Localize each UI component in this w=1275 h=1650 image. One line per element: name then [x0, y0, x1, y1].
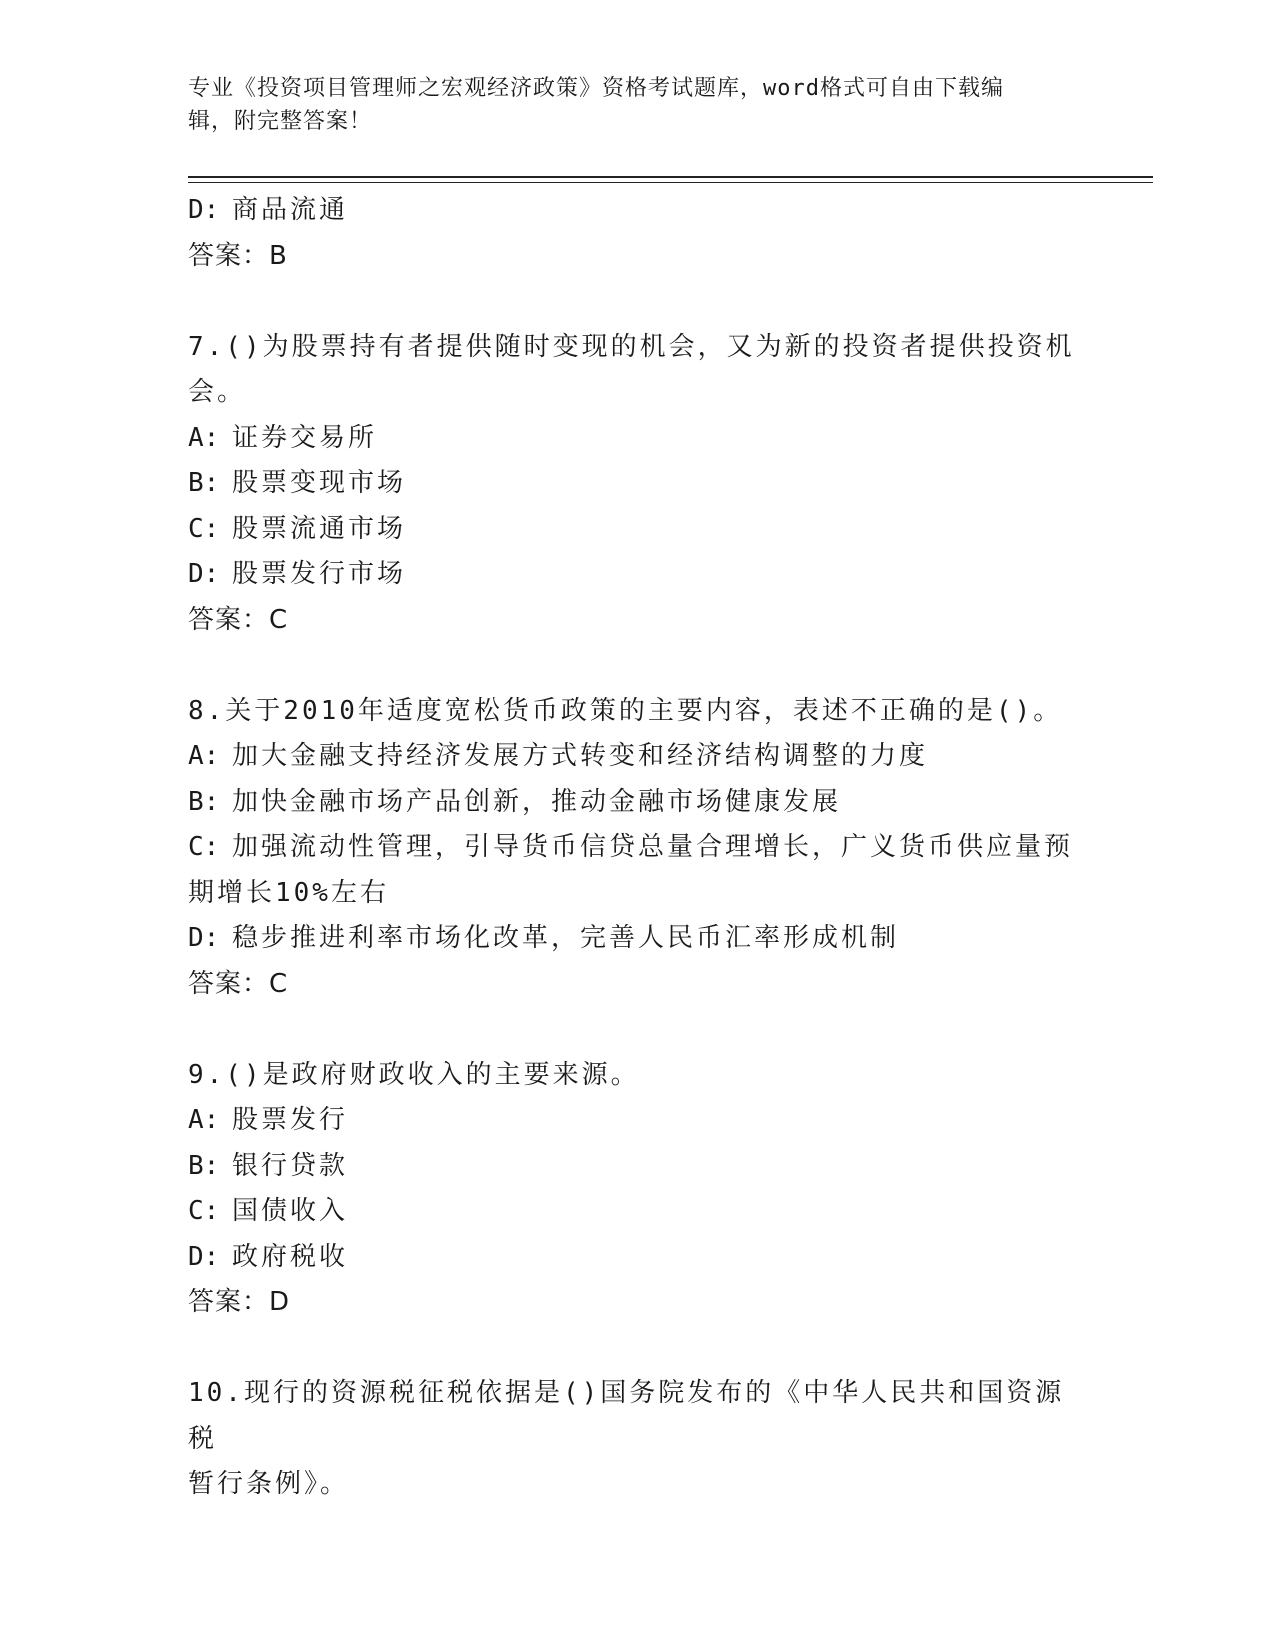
option-text: 股票发行: [232, 1105, 349, 1135]
header-line-1: 专业《投资项目管理师之宏观经济政策》资格考试题库，word格式可自由下载编: [188, 76, 1004, 101]
option-letter: D:: [188, 1241, 220, 1272]
option-text: 政府税收: [232, 1241, 349, 1272]
option-text: 股票发行市场: [232, 559, 407, 589]
option-letter: D:: [188, 559, 220, 589]
question-stem: 9.()是政府财政收入的主要来源。: [188, 1059, 640, 1090]
spacer: [188, 279, 1088, 325]
header-rule-thick: [188, 176, 1153, 178]
option-letter: C:: [188, 513, 220, 544]
spacer: [188, 643, 1088, 689]
option-text: 国债收入: [232, 1196, 349, 1226]
question-9: [188, 1053, 1088, 1326]
spacer: [188, 1007, 1088, 1053]
option-letter: B:: [188, 1150, 220, 1181]
header-rule-thin: [188, 182, 1153, 183]
option-letter: A:: [188, 741, 220, 771]
answer-line: 答案：C: [188, 604, 289, 635]
option-d: [188, 916, 1088, 962]
question-7: [188, 325, 1088, 644]
option-a: [188, 1098, 1088, 1144]
question-stem: 8.关于2010年适度宽松货币政策的主要内容，表述不正确的是()。: [188, 695, 1063, 726]
question-stem: 7.()为股票持有者提供随时变现的机会，又为新的投资者提供投资机: [188, 331, 1075, 362]
question-10: [188, 1371, 1088, 1508]
option-c: [188, 825, 1088, 871]
option-letter: B:: [188, 468, 220, 498]
option-letter: D:: [188, 195, 220, 225]
option-d: [188, 1235, 1088, 1281]
document-header: [188, 72, 1078, 138]
option-text: 稳步推进利率市场化改革，完善人民币汇率形成机制: [232, 923, 900, 953]
option-b: [188, 780, 1088, 826]
option-text: 股票变现市场: [232, 468, 407, 498]
option-b: [188, 461, 1088, 507]
answer-line: 答案：B: [188, 240, 288, 271]
option-c-cont: 期增长10%左右: [188, 877, 389, 908]
header-line-2: 辑，附完整答案！: [188, 109, 373, 134]
option-letter: A:: [188, 1105, 220, 1135]
option-text: 证券交易所: [232, 422, 378, 453]
option-text: 股票流通市场: [232, 513, 407, 544]
option-letter: B:: [188, 786, 220, 817]
question-list: [188, 188, 1088, 1508]
option-a: [188, 734, 1088, 780]
question-stem-cont: 会。: [188, 377, 247, 407]
option-letter: A:: [188, 422, 220, 453]
answer-line: 答案：D: [188, 1287, 291, 1317]
option-c: [188, 1189, 1088, 1235]
option-text: 银行贷款: [232, 1150, 349, 1181]
spacer: [188, 1326, 1088, 1372]
option-letter: C:: [188, 832, 220, 862]
option-b: [188, 1144, 1088, 1190]
option-d: [188, 188, 1088, 234]
option-a: [188, 416, 1088, 462]
option-letter: D:: [188, 923, 220, 953]
answer-line: 答案：C: [188, 968, 289, 999]
question-8: [188, 689, 1088, 1008]
question-stem-cont: 暂行条例》。: [188, 1469, 350, 1499]
option-text: 商品流通: [232, 195, 349, 225]
option-c: [188, 507, 1088, 553]
question-stem: 10.现行的资源税征税依据是()国务院发布的《中华人民共和国资源税: [188, 1378, 1065, 1454]
option-text: 加快金融市场产品创新，推动金融市场健康发展: [232, 786, 842, 817]
option-letter: C:: [188, 1196, 220, 1226]
option-text: 加大金融支持经济发展方式转变和经济结构调整的力度: [232, 741, 929, 771]
option-d: [188, 552, 1088, 598]
option-text: 加强流动性管理，引导货币信贷总量合理增长，广义货币供应量预: [232, 832, 1074, 862]
